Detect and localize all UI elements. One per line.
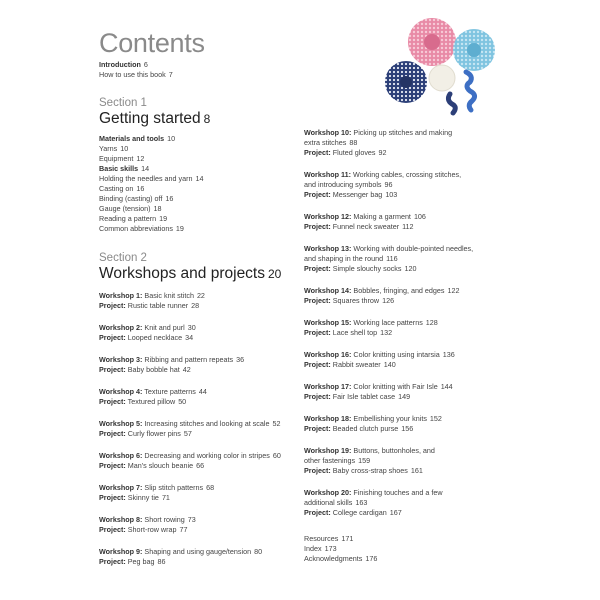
project-line[interactable] — [304, 264, 494, 274]
project-title: Baby bobble hat — [127, 365, 180, 374]
workshop-title: Making a garment — [353, 212, 411, 221]
project-line[interactable] — [99, 365, 289, 375]
workshop-title: Decreasing and working color in stripes — [144, 451, 270, 460]
page-number: 171 — [341, 534, 354, 543]
workshop-title: Short rowing — [144, 515, 185, 524]
workshop-line[interactable] — [304, 488, 494, 498]
workshop-number: Workshop 2: — [99, 323, 143, 332]
project-title: Lace shell top — [332, 328, 378, 337]
workshop-entry — [99, 323, 289, 343]
back-matter-list — [304, 534, 494, 564]
workshop-title: and shaping in the round — [304, 254, 384, 263]
workshop-title: Bobbles, fringing, and edges — [353, 286, 445, 295]
workshop-line[interactable] — [304, 170, 494, 180]
workshop-title: Basic knit stitch — [144, 291, 194, 300]
section-title: Getting started 8 — [99, 110, 211, 127]
page-number: 77 — [179, 525, 188, 534]
page-number: 163 — [355, 498, 368, 507]
project-label: Project: — [304, 148, 331, 157]
workshop-title: Embellishing your knits — [353, 414, 427, 423]
page-number: 96 — [384, 180, 393, 189]
project-title: Skinny tie — [127, 493, 159, 502]
toc-entry[interactable]: Holding the needles and yarn 14 — [99, 174, 204, 183]
project-line[interactable] — [304, 222, 494, 232]
page-number: 128 — [425, 318, 438, 327]
project-title: Short-row wrap — [127, 525, 177, 534]
page-number: 34 — [185, 333, 194, 342]
page-title: Contents — [99, 28, 205, 58]
workshop-number: Workshop 1: — [99, 291, 143, 300]
workshop-entry — [304, 318, 494, 338]
entry-title: Acknowledgments — [304, 554, 363, 563]
page-number: 156 — [401, 424, 414, 433]
page-number: 132 — [380, 328, 393, 337]
project-label: Project: — [99, 301, 126, 310]
project-line[interactable] — [304, 424, 494, 434]
workshop-line[interactable] — [99, 323, 289, 333]
project-label: Project: — [304, 190, 331, 199]
workshop-number: Workshop 14: — [304, 286, 352, 295]
section1-list — [99, 134, 289, 234]
workshop-line[interactable] — [304, 286, 494, 296]
workshop-entry — [304, 488, 494, 518]
workshop-title: Buttons, buttonholes, and — [353, 446, 435, 455]
project-line[interactable] — [304, 392, 494, 402]
workshop-title: Color knitting with Fair Isle — [353, 382, 438, 391]
toc-entry[interactable]: Basic skills 14 — [99, 164, 150, 173]
page-number: 88 — [349, 138, 358, 147]
section-title: Workshops and projects 20 — [99, 265, 282, 282]
project-title: Messenger bag — [332, 190, 383, 199]
workshop-number: Workshop 11: — [304, 170, 351, 179]
entry-title: Resources — [304, 534, 339, 543]
page-number: 149 — [398, 392, 411, 401]
workshop-number: Workshop 16: — [304, 350, 352, 359]
workshop-number: Workshop 13: — [304, 244, 352, 253]
project-title: College cardigan — [332, 508, 387, 517]
workshop-line[interactable] — [99, 515, 289, 525]
toc-entry[interactable] — [304, 534, 494, 544]
project-title: Fluted gloves — [332, 148, 376, 157]
project-label: Project: — [99, 461, 126, 470]
project-title: Fair Isle tablet case — [332, 392, 396, 401]
workshop-entry — [304, 350, 494, 370]
workshop-entry — [99, 387, 289, 407]
page-number: 122 — [447, 286, 460, 295]
section-label: Section 2 — [99, 252, 147, 264]
workshop-title: Color knitting using intarsia — [353, 350, 440, 359]
page-number: 73 — [187, 515, 196, 524]
workshop-entry — [304, 128, 494, 158]
project-label: Project: — [304, 222, 331, 231]
workshop-entry — [99, 419, 289, 439]
workshop-line[interactable] — [304, 244, 494, 254]
project-label: Project: — [304, 296, 331, 305]
project-line[interactable] — [99, 429, 289, 439]
workshop-title: Picking up stitches and making — [353, 128, 453, 137]
workshop-number: Workshop 15: — [304, 318, 352, 327]
page-number: 152 — [429, 414, 442, 423]
page-number: 36 — [236, 355, 245, 364]
project-label: Project: — [304, 264, 331, 273]
workshop-title: Knit and purl — [144, 323, 185, 332]
curly-ribbon-icon — [466, 72, 475, 110]
toc-entry[interactable]: Yarns 10 — [99, 144, 129, 153]
workshop-entry — [99, 451, 289, 471]
workshop-number: Workshop 7: — [99, 483, 143, 492]
workshop-entry — [99, 547, 289, 567]
workshop-line[interactable] — [304, 318, 494, 328]
project-line[interactable] — [304, 466, 494, 476]
page-number: 71 — [161, 493, 170, 502]
page-number: 50 — [178, 397, 187, 406]
workshop-title: Ribbing and pattern repeats — [144, 355, 234, 364]
right-column — [304, 128, 494, 564]
page-number: 120 — [404, 264, 417, 273]
workshop-title: Finishing touches and a few — [353, 488, 443, 497]
knitted-flowers-image — [380, 10, 500, 120]
workshop-number: Workshop 17: — [304, 382, 352, 391]
project-title: Simple slouchy socks — [332, 264, 402, 273]
page-number: 92 — [378, 148, 387, 157]
project-title: Textured pillow — [127, 397, 176, 406]
project-title: Squares throw — [332, 296, 380, 305]
page-number: 44 — [198, 387, 207, 396]
toc-entry[interactable]: Common abbreviations 19 — [99, 224, 184, 233]
project-line[interactable] — [304, 508, 494, 518]
workshop-line[interactable] — [304, 212, 494, 222]
workshop-line[interactable] — [304, 382, 494, 392]
workshop-title: Working with double-pointed needles, — [353, 244, 474, 253]
workshop-entry — [304, 382, 494, 402]
workshop-line[interactable] — [304, 180, 494, 190]
workshop-title: Working lace patterns — [353, 318, 423, 327]
workshop-entry — [304, 414, 494, 434]
workshop-number: Workshop 10: — [304, 128, 352, 137]
workshop-number: Workshop 4: — [99, 387, 143, 396]
workshop-line[interactable] — [304, 498, 494, 508]
project-title: Rabbit sweater — [332, 360, 381, 369]
page-number: 52 — [272, 419, 281, 428]
project-title: Peg bag — [127, 557, 155, 566]
page-number: 106 — [413, 212, 426, 221]
project-line[interactable] — [304, 328, 494, 338]
workshop-line[interactable] — [304, 456, 494, 466]
page-number: 42 — [182, 365, 191, 374]
page-number: 116 — [386, 254, 398, 263]
workshop-entry — [99, 515, 289, 535]
workshop-line[interactable] — [99, 451, 289, 461]
page-number: 57 — [183, 429, 192, 438]
project-line[interactable] — [99, 333, 289, 343]
page-number: 126 — [382, 296, 395, 305]
workshop-line[interactable] — [99, 547, 289, 557]
workshop-number: Workshop 9: — [99, 547, 143, 556]
page-number: 140 — [383, 360, 396, 369]
workshop-entry — [304, 446, 494, 476]
project-label: Project: — [304, 508, 331, 517]
page-number: 112 — [402, 222, 414, 231]
workshop-line[interactable] — [304, 350, 494, 360]
workshop-title: extra stitches — [304, 138, 347, 147]
workshop-entry — [304, 170, 494, 200]
project-line[interactable] — [99, 493, 289, 503]
page-number: 86 — [157, 557, 166, 566]
project-line[interactable] — [304, 360, 494, 370]
page-number: 173 — [324, 544, 337, 553]
project-label: Project: — [304, 328, 331, 337]
toc-entry[interactable]: Gauge (tension) 18 — [99, 204, 162, 213]
toc-entry[interactable] — [304, 544, 494, 554]
workshop-line[interactable] — [304, 138, 494, 148]
workshop-number: Workshop 20: — [304, 488, 352, 497]
project-label: Project: — [304, 360, 331, 369]
toc-entry[interactable] — [304, 554, 494, 564]
workshop-line[interactable] — [304, 254, 494, 264]
project-line[interactable] — [99, 301, 289, 311]
toc-entry[interactable]: Materials and tools 10 — [99, 134, 176, 143]
workshop-title: Shaping and using gauge/tension — [144, 547, 252, 556]
cream-flower-icon — [429, 65, 455, 91]
workshop-title: Slip stitch patterns — [144, 483, 204, 492]
workshops-left-list — [99, 291, 289, 567]
page-number: 103 — [385, 190, 398, 199]
page-number: 144 — [440, 382, 453, 391]
workshop-title: Working cables, crossing stitches, — [353, 170, 462, 179]
project-title: Looped necklace — [127, 333, 183, 342]
workshop-line[interactable] — [304, 128, 494, 138]
workshop-title: other fastenings — [304, 456, 356, 465]
project-label: Project: — [304, 424, 331, 433]
workshop-title: Texture patterns — [144, 387, 196, 396]
page-number: 28 — [191, 301, 200, 310]
project-label: Project: — [304, 392, 331, 401]
page-number: 161 — [410, 466, 423, 475]
workshop-entry — [304, 286, 494, 306]
project-title: Man's slouch beanie — [127, 461, 194, 470]
toc-entry[interactable]: Casting on 16 — [99, 184, 145, 193]
toc-entry[interactable]: How to use this book 7 — [99, 70, 173, 79]
project-line[interactable] — [99, 397, 289, 407]
workshop-number: Workshop 5: — [99, 419, 143, 428]
workshop-line[interactable] — [99, 291, 289, 301]
workshop-entry — [304, 212, 494, 232]
page-number: 66 — [196, 461, 205, 470]
project-title: Curly flower pins — [127, 429, 181, 438]
workshop-number: Workshop 8: — [99, 515, 143, 524]
workshop-line[interactable] — [304, 446, 494, 456]
workshop-title: and introducing symbols — [304, 180, 382, 189]
page-number: 68 — [206, 483, 215, 492]
project-label: Project: — [99, 493, 126, 502]
project-line[interactable] — [99, 461, 289, 471]
toc-entry[interactable]: Reading a pattern 19 — [99, 214, 168, 223]
workshop-number: Workshop 18: — [304, 414, 352, 423]
workshop-entry — [99, 483, 289, 503]
workshop-entry — [99, 291, 289, 311]
project-label: Project: — [99, 333, 126, 342]
project-label: Project: — [99, 429, 126, 438]
page-number: 80 — [254, 547, 263, 556]
workshop-title: additional skills — [304, 498, 353, 507]
project-line[interactable] — [99, 525, 289, 535]
workshop-entry — [304, 244, 494, 274]
project-label: Project: — [99, 365, 126, 374]
workshop-number: Workshop 3: — [99, 355, 143, 364]
project-line[interactable] — [304, 148, 494, 158]
workshop-line[interactable] — [304, 414, 494, 424]
project-title: Funnel neck sweater — [332, 222, 400, 231]
project-line[interactable] — [99, 557, 289, 567]
left-column — [99, 60, 289, 579]
toc-entry[interactable]: Binding (casting) off 16 — [99, 194, 174, 203]
page-number: 30 — [187, 323, 196, 332]
project-title: Beaded clutch purse — [332, 424, 399, 433]
workshop-number: Workshop 12: — [304, 212, 352, 221]
workshop-line[interactable] — [99, 483, 289, 493]
workshop-line[interactable] — [99, 419, 289, 429]
page-number: 159 — [358, 456, 371, 465]
toc-entry[interactable]: Introduction 6 — [99, 60, 148, 69]
project-label: Project: — [99, 525, 126, 534]
toc-entry[interactable]: Equipment 12 — [99, 154, 145, 163]
page-number: 136 — [442, 350, 455, 359]
entry-title: Index — [304, 544, 322, 553]
workshop-line[interactable] — [99, 355, 289, 365]
project-label: Project: — [304, 466, 331, 475]
project-title: Rustic table runner — [127, 301, 189, 310]
page-number: 176 — [365, 554, 378, 563]
page-number: 60 — [272, 451, 281, 460]
project-label: Project: — [99, 397, 126, 406]
project-line[interactable] — [304, 190, 494, 200]
project-line[interactable] — [304, 296, 494, 306]
section-label: Section 1 — [99, 97, 147, 109]
workshop-number: Workshop 6: — [99, 451, 143, 460]
workshop-number: Workshop 19: — [304, 446, 352, 455]
page-number: 167 — [389, 508, 402, 517]
workshop-title: Increasing stitches and looking at scale — [144, 419, 270, 428]
project-label: Project: — [99, 557, 126, 566]
project-title: Baby cross-strap shoes — [332, 466, 408, 475]
page-number: 22 — [196, 291, 205, 300]
workshop-line[interactable] — [99, 387, 289, 397]
workshop-entry — [99, 355, 289, 375]
workshops-right-list — [304, 128, 494, 518]
